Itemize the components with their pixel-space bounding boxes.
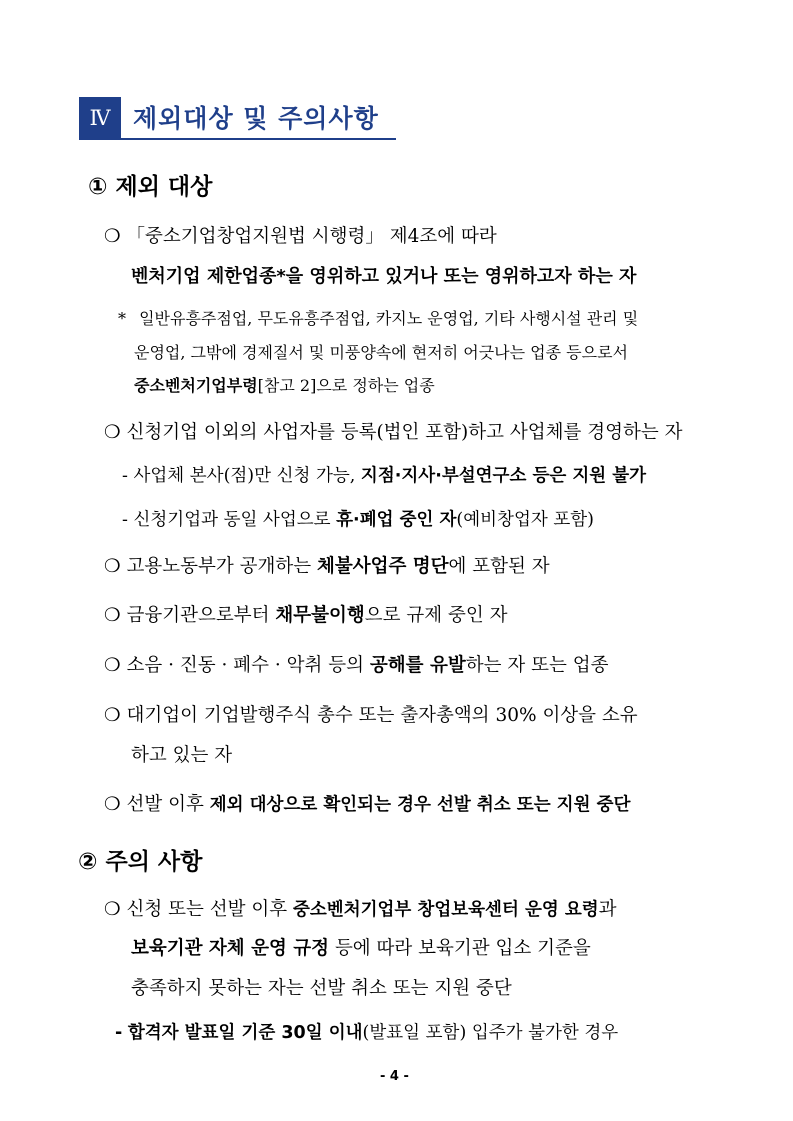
sub-item-rest: (예비창업자 포함) [456,510,594,530]
sub-item [115,1019,618,1044]
item-text: 고용노동부가 공개하는 [126,556,312,577]
item-text: 대기업이 기업발행주식 총수 또는 출자총액의 30% 이상을 소유 [126,705,638,726]
bullet-icon: ❍ [104,605,121,626]
list-item [104,895,617,921]
section-underline [121,138,396,140]
footnote-text [134,373,435,396]
item-text: 금융기관으로부터 [126,605,270,626]
sub-item [122,462,646,487]
footnote-text: 운영업, 그밖에 경제질서 및 미풍양속에 현저히 어긋나는 업종 등으로서 [134,343,628,362]
list-item [104,418,682,444]
bullet-icon: ❍ [104,556,121,577]
list-item [104,790,630,816]
sub-item-bold: 합격자 발표일 기준 30일 이내 [127,1023,363,1043]
item-text-post: 과 [598,899,617,920]
bullet-icon: ❍ [104,794,121,815]
item-bold: 공해를 유발 [369,655,466,676]
bullet-icon: ❍ [104,705,121,726]
sub-item-bold: 휴·폐업 중인 자 [336,510,457,530]
item-text: 「중소기업창업지원법 시행령」 제4조에 따라 [126,226,497,247]
section-underline-left [79,138,121,140]
item-text: 소음 · 진동 · 폐수 · 악취 등의 [126,655,365,676]
sub-item [122,506,594,531]
exclusion-heading: ① 제외 대상 [88,174,213,200]
list-item [104,222,497,248]
item-text-post: 등에 따라 보육기관 입소 기준을 [334,938,591,959]
item-text-bold: 벤처기업 제한업종*을 영위하고 있거나 또는 영위하고자 하는 자 [131,266,637,287]
item-text [131,934,591,960]
section-number-badge: Ⅳ [79,97,121,139]
bullet-icon: ❍ [104,226,121,247]
item-bold: 보육기관 자체 운영 규정 [131,938,330,959]
footnote-rest: [참고 2]으로 정하는 업종 [257,376,435,395]
item-text: 신청기업 이외의 사업자를 등록(법인 포함)하고 사업체를 경영하는 자 [126,422,683,443]
bullet-icon: ❍ [104,422,121,443]
sub-item-bold: 지점·지사·부설연구소 등은 지원 불가 [360,466,647,486]
item-text: 선발 이후 [126,794,204,815]
bullet-icon: ❍ [104,655,121,676]
item-bold: 제외 대상으로 확인되는 경우 선발 취소 또는 지원 중단 [209,795,631,815]
item-text: 신청 또는 선발 이후 [126,899,288,920]
footnote-text: 일반유흥주점업, 무도유흥주점업, 카지노 운영업, 기타 사행시설 관리 및 [139,309,639,328]
sub-item-dash: - [115,1023,123,1043]
list-item [104,651,608,677]
footnote-bold: 중소벤처기업부령 [134,376,258,395]
item-bold: 체불사업주 명단 [316,556,449,577]
item-text-post: 에 포함된 자 [448,556,550,577]
item-bold: 중소벤처기업부 창업보육센터 운영 요령 [293,900,599,920]
item-text: 하고 있는 자 [131,745,233,766]
item-text-post: 으로 규제 중인 자 [364,605,508,626]
item-bold: 채무불이행 [275,605,365,626]
list-item [104,552,550,578]
list-item [104,701,638,727]
page-number: - 4 - [380,1069,409,1084]
section-title: 제외대상 및 주의사항 [133,104,379,133]
footnote [118,306,638,329]
sub-item-text: - 사업체 본사(점)만 신청 가능, [122,466,356,486]
caution-heading: ② 주의 사항 [78,849,203,875]
item-text: 충족하지 못하는 자는 선발 취소 또는 지원 중단 [131,978,512,999]
sub-item-rest: (발표일 포함) 입주가 불가한 경우 [362,1023,619,1043]
bullet-icon: ❍ [104,899,121,920]
item-text-post: 하는 자 또는 업종 [465,655,609,676]
sub-item-text: - 신청기업과 동일 사업으로 [122,510,331,530]
footnote-mark: * [118,309,126,328]
list-item [104,601,507,627]
